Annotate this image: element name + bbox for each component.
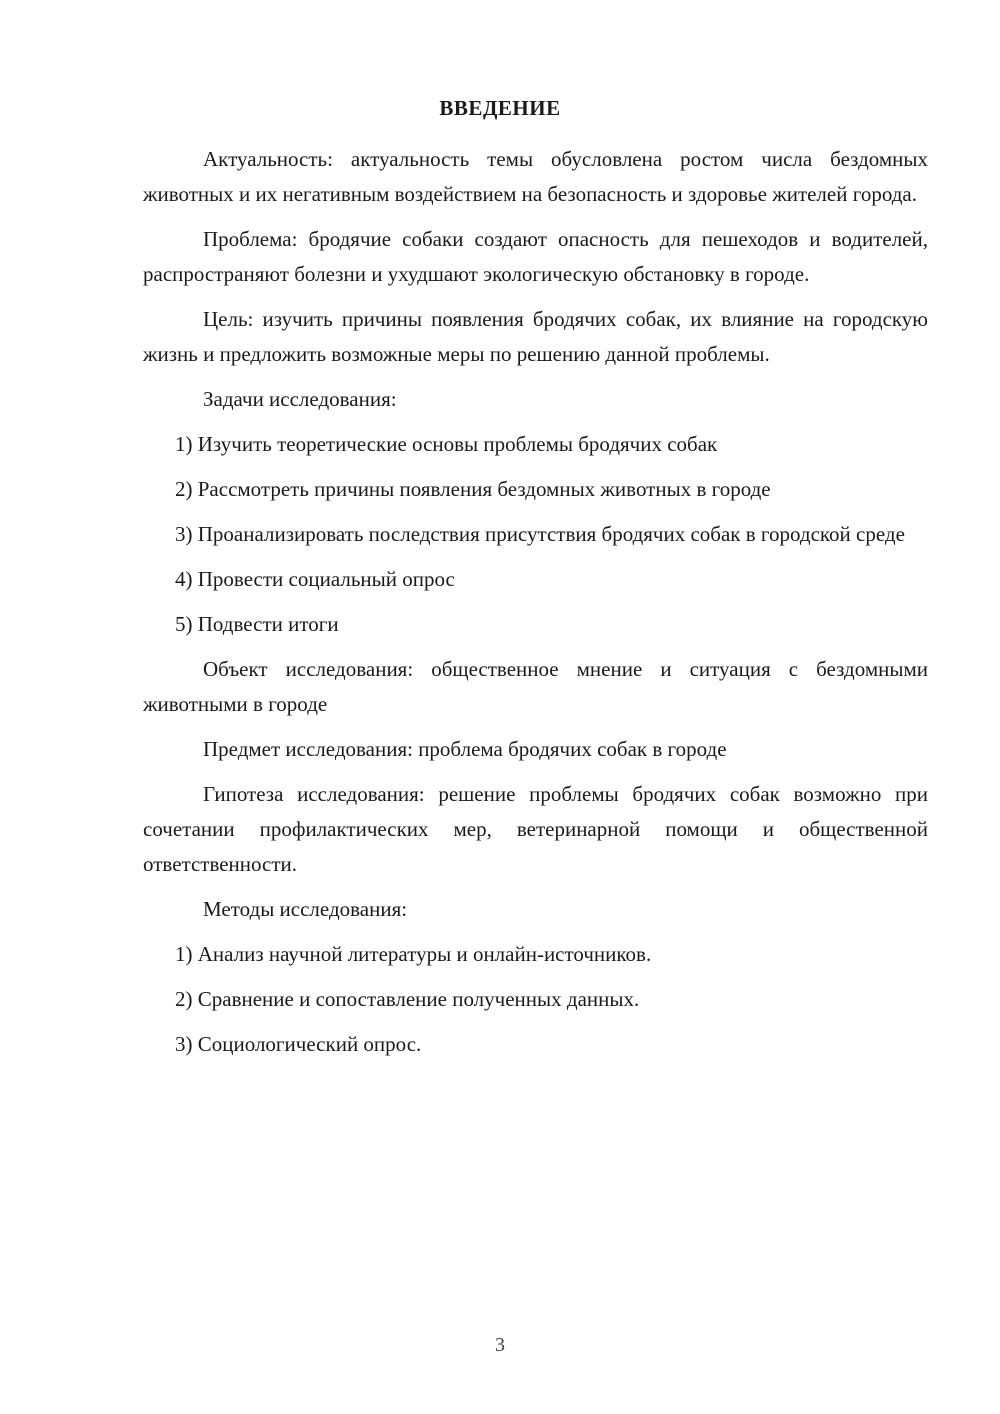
paragraph-problem: Проблема: бродячие собаки создают опасность для пешеходов и водителей, распространяют болезни и ухудшают экологическую обстановку в городе. bbox=[143, 227, 928, 286]
task-item: 5) Подвести итоги bbox=[175, 612, 339, 636]
method-item: 1) Анализ научной литературы и онлайн-источников. bbox=[175, 942, 652, 966]
task-item: 2) Рассмотреть причины появления бездомных животных в городе bbox=[175, 477, 771, 501]
paragraph-hypothesis: Гипотеза исследования: решение проблемы бродячих собак возможно при сочетании профилактических мер, ветеринарной помощи и общественной ответственности. bbox=[143, 782, 928, 876]
task-item: 1) Изучить теоретические основы проблемы бродячих собак bbox=[175, 432, 718, 456]
method-item: 3) Социологический опрос. bbox=[175, 1032, 422, 1056]
task-item: 3) Проанализировать последствия присутствия бродячих собак в городской среде bbox=[175, 522, 905, 546]
paragraph-relevance: Актуальность: актуальность темы обусловлена ростом числа бездомных животных и их негативным воздействием на безопасность и здоровье жителей города. bbox=[143, 147, 928, 206]
document-body bbox=[143, 142, 928, 1072]
page-number: 3 bbox=[495, 1334, 505, 1356]
section-title: ВВЕДЕНИЕ bbox=[439, 96, 561, 120]
paragraph-goal: Цель: изучить причины появления бродячих собак, их влияние на городскую жизнь и предложить возможные меры по решению данной проблемы. bbox=[143, 307, 928, 366]
methods-heading: Методы исследования: bbox=[203, 897, 408, 921]
task-item: 4) Провести социальный опрос bbox=[175, 567, 455, 591]
tasks-heading: Задачи исследования: bbox=[203, 387, 397, 411]
paragraph-object: Объект исследования: общественное мнение и ситуация с бездомными животными в городе bbox=[143, 657, 928, 716]
paragraph-subject: Предмет исследования: проблема бродячих собак в городе bbox=[203, 737, 727, 761]
method-item: 2) Сравнение и сопоставление полученных данных. bbox=[175, 987, 640, 1011]
